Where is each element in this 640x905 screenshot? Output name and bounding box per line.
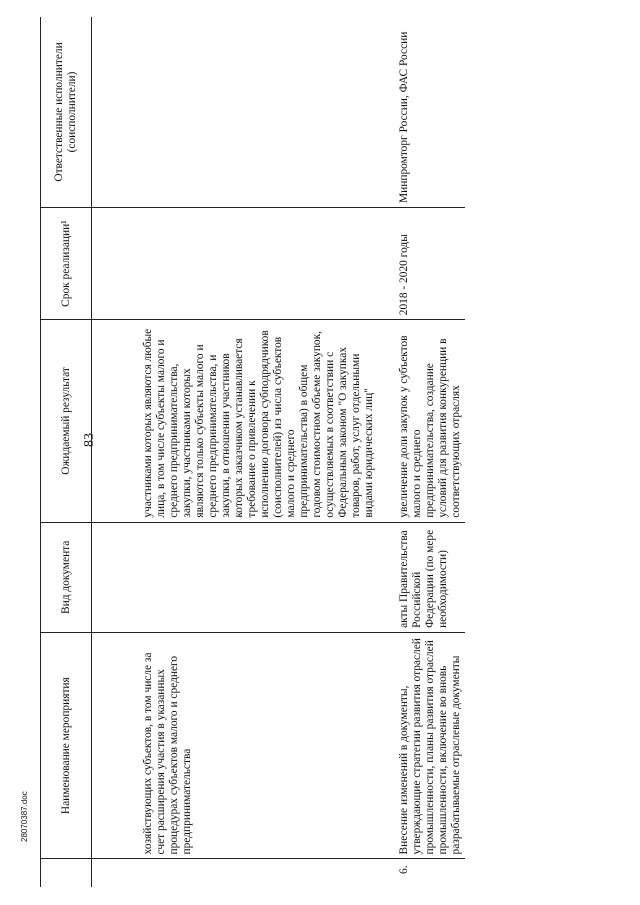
file-code: 28070387.doc (20, 791, 29, 842)
header-expected-result: Ожидаемый результат (41, 320, 92, 522)
header-measure-name: Наименование мероприятия (41, 632, 92, 859)
executors: Минпромторг России, ФАС России (392, 17, 465, 207)
measure-name: Внесение изменений в документы, утверждающие стратегии развития отраслей промышленности, планы развития отраслей промышленности, включение во вновь разрабатываемые отраслевые документы (392, 632, 465, 859)
executors (92, 17, 393, 207)
header-executors: Ответственные исполнители (соисполнители) (41, 17, 92, 207)
rotated-table-page (40, 17, 600, 887)
page-number: 83 (82, 433, 97, 447)
table-row (92, 17, 393, 887)
measure-name: хозяйствующих субъектов, в том числе за счет расширения участия в указанных процедурах субъектов малого и среднего предпринимательства (92, 632, 393, 859)
table-row (392, 17, 465, 887)
document-type (92, 522, 393, 632)
term: 2018 - 2020 годы (392, 207, 465, 319)
term (92, 207, 393, 319)
expected-result: участниками которых являются любые лица, в том числе субъекты малого и среднего предпринимательства, закупки, участниками которых являются только субъекты малого и среднего предпринимательства, и закупки, в отношении участников которых заказчиком устанавливается требование о привлечении к исполнению договора субподрядчиков (соисполнителей) из числа субъектов малого и среднего предпринимательства) в общем годовом стоимостном объеме закупок, осуществляемых в соответствии с Федеральным законом "О закупках товаров, работ, услуг отдельными видами юридических лиц" (92, 320, 393, 522)
table-header-row (41, 17, 92, 887)
expected-result: увеличение доли закупок у субъектов малого и среднего предпринимательства, создание условий для развития конкуренции в соответствующих отраслях (392, 320, 465, 522)
row-number (92, 859, 393, 887)
header-number (41, 859, 92, 887)
row-number: 6. (392, 859, 465, 887)
header-term: Срок реализации¹ (41, 207, 92, 319)
measures-table (40, 17, 465, 887)
document-type: акты Правительства Российской Федерации (по мере необходимости) (392, 522, 465, 632)
header-document-type: Вид документа (41, 522, 92, 632)
